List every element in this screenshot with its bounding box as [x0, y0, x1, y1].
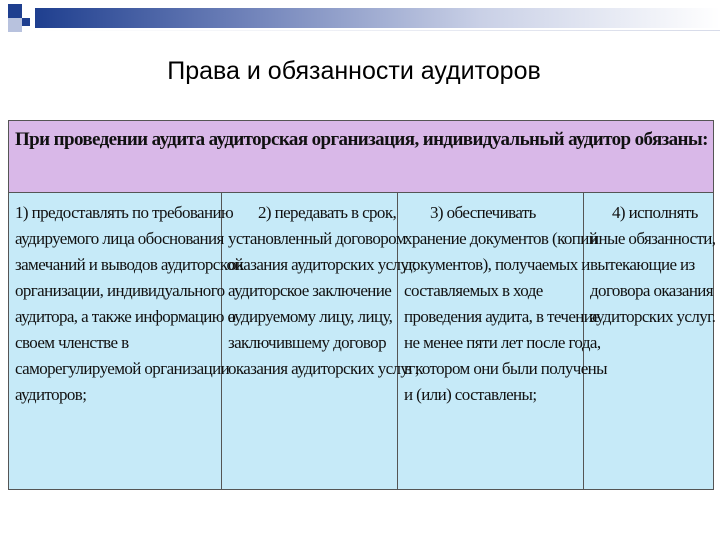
duty-column-3: [398, 193, 607, 489]
duty-2-line: оказания аудиторских услуг,: [228, 255, 417, 274]
table-body: [9, 193, 716, 489]
decor-gradient-bar: [35, 8, 720, 28]
duty-4-line: вытекающие из: [590, 255, 695, 274]
duty-4-line: иные обязанности,: [590, 229, 716, 248]
duty-4-line: 4) исполнять: [612, 203, 698, 222]
duty-4-line: договора оказания: [590, 281, 714, 300]
duty-1-line: аудитора, а также информацию о: [15, 307, 236, 326]
duty-3-line: 3) обеспечивать: [430, 203, 536, 222]
table-header: При проведении аудита аудиторская организация, индивидуальный аудитор обязаны:: [9, 121, 713, 193]
duty-1-line: аудируемого лица обоснования: [15, 229, 224, 248]
duty-2-line: заключившему договор: [228, 333, 386, 352]
duty-3-line: составляемых в ходе: [404, 281, 543, 300]
duty-3-line: в котором они были получены: [404, 359, 607, 378]
duty-1-line: саморегулируемой организации: [15, 359, 230, 378]
duty-column-1: [9, 193, 243, 489]
duty-1-line: аудиторов;: [15, 385, 87, 404]
duty-3-line: и (или) составлены;: [404, 385, 537, 404]
duties-table: [8, 120, 714, 490]
duty-3-line: проведения аудита, в течение: [404, 307, 600, 326]
duty-1-line: замечаний и выводов аудиторской: [15, 255, 243, 274]
decor-square-4: [22, 18, 30, 26]
duty-column-2: [222, 193, 419, 489]
decor-square-1: [8, 4, 22, 18]
duty-1-line: своем членстве в: [15, 333, 129, 352]
duty-2-line: аудируемому лицу, лицу,: [228, 307, 393, 326]
decorative-header: [0, 0, 720, 40]
decor-square-2: [22, 4, 36, 18]
duty-3-line: хранение документов (копий: [404, 229, 598, 248]
decor-thin-line: [35, 30, 720, 31]
duty-2-line: установленный договором: [228, 229, 406, 248]
slide-title: Права и обязанности аудиторов: [167, 57, 541, 85]
duty-2-line: аудиторское заключение: [228, 281, 392, 300]
decor-square-3: [8, 18, 22, 32]
duty-column-4: [584, 193, 716, 489]
slide-title-wrap: [0, 57, 720, 86]
duty-3-line: документов), получаемых и: [404, 255, 590, 274]
duty-2-line: оказания аудиторских услуг;: [228, 359, 419, 378]
duty-1-line: 1) предоставлять по требованию: [15, 203, 234, 222]
duty-2-line: 2) передавать в срок,: [258, 203, 397, 222]
duty-4-line: аудиторских услуг.: [590, 307, 716, 326]
duty-3-line: не менее пяти лет после года,: [404, 333, 601, 352]
duty-1-line: организации, индивидуального: [15, 281, 225, 300]
